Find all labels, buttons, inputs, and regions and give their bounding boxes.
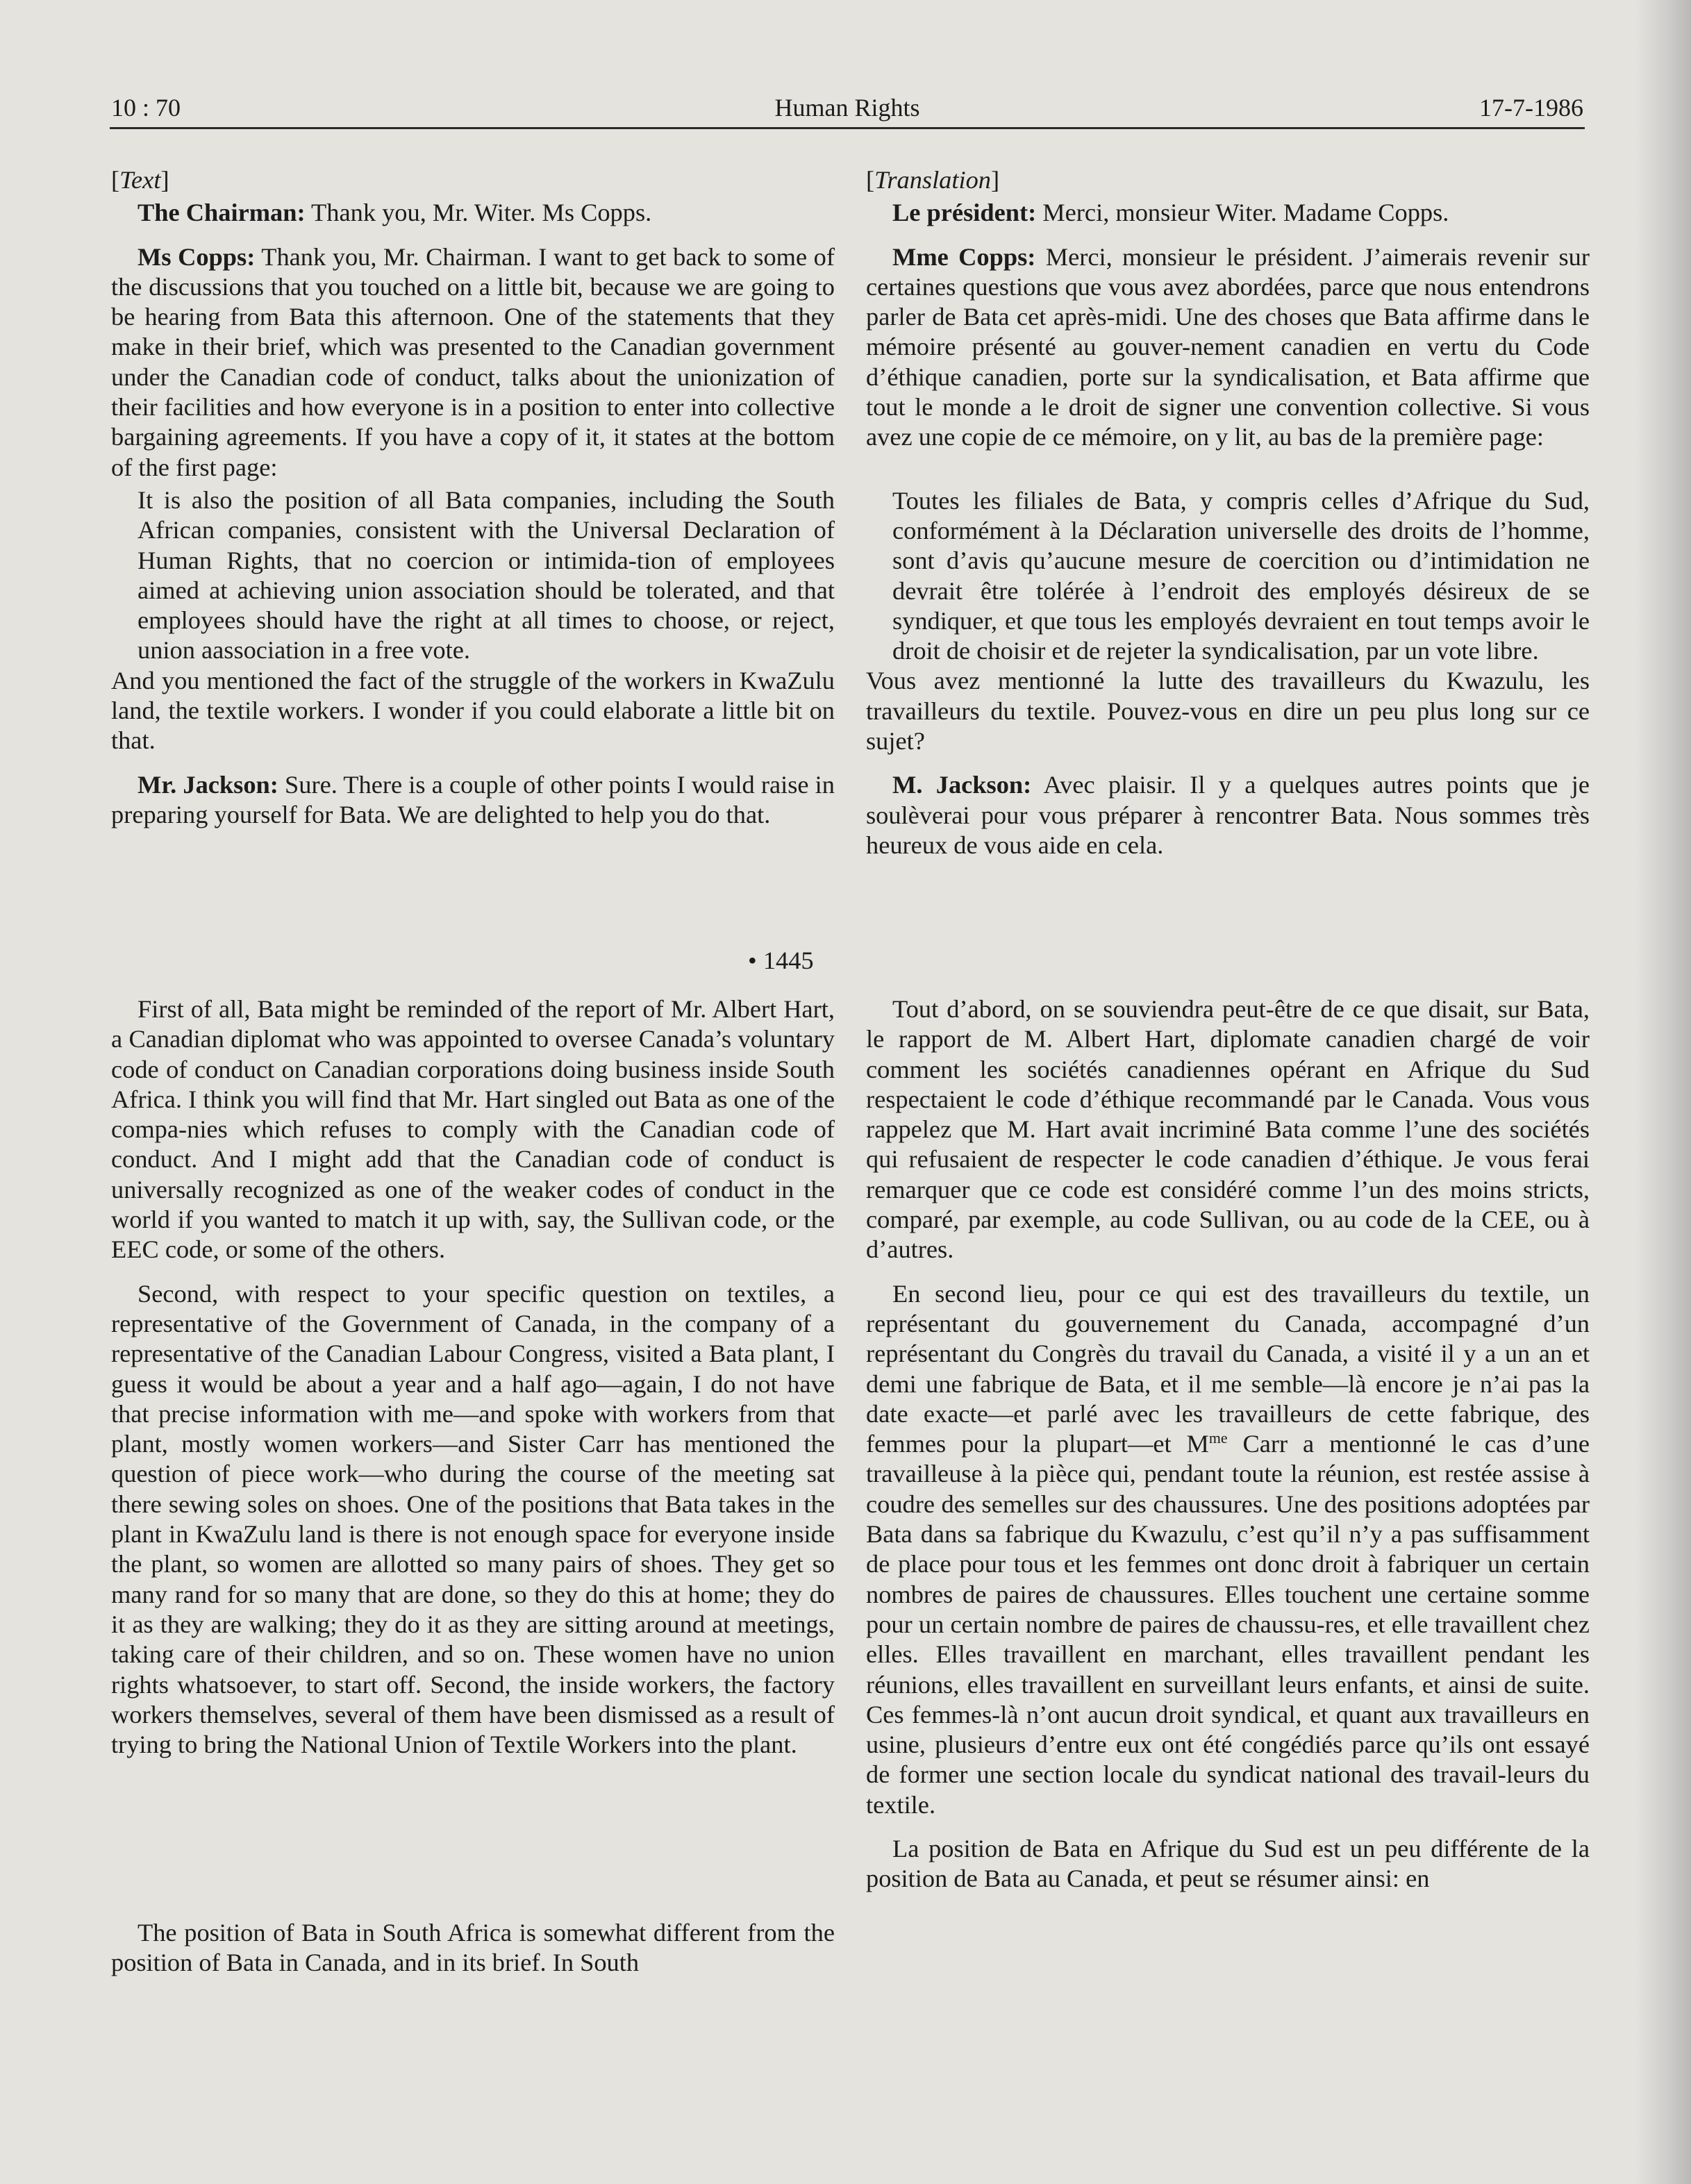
paragraph-text: En second lieu, pour ce qui est des travailleurs du textile, un représentant du gouvernement du Canada, accompagné d’un représentant du Congrès du travail du Canada, a visité il y a un an et demi une fabrique de Bata, et il me semble—là encore je n’ai pas la date exacte—et parlé avec les travailleurs de cette fabrique, des femmes pour la plupart—et M: [866, 1279, 1590, 1458]
paragraph: Second, with respect to your specific question on textiles, a representative of the Government of Canada, in the company of a representative of the Canadian Labour Congress, visited a Bata plant, I guess it would be about a year and a half ago—again, I do not have that precise information with me—and spoke with workers from that plant, mostly women workers—and Sister Carr has mentioned the question of piece work—who during the course of the meeting sat there sewing soles on shoes. One of the positions that Bata takes in the plant in KwaZulu land is there is not enough space for everyone inside the plant, so women are allotted so many pairs of shoes. They get so many rand for so many that are done, so they do this at home; they do it as they are walking; they do it as they are sitting around at meetings, taking care of their children, and so on. These women have no union rights whatsoever, to start off. Second, the inside workers, the factory workers themselves, several of them have been dismissed as a result of trying to bring the National Union of Textile Workers into the plant.: [111, 1279, 835, 1759]
speech-text: Merci, monsieur Witer. Madame Copps.: [1036, 199, 1449, 227]
superscript-abbrev: me: [1208, 1430, 1228, 1447]
speech-continuation: Vous avez mentionné la lutte des travailleurs du Kwazulu, les travailleurs du textile. Pouvez-vous en dire un peu plus long sur ce sujet?: [866, 667, 1590, 756]
header-rule: [110, 127, 1585, 129]
bracket-open: [: [866, 166, 875, 194]
section-label: [111, 165, 835, 195]
english-column-bottom: [111, 994, 835, 1760]
speaker-name: The Chairman:: [138, 199, 306, 227]
paragraph: Tout d’abord, on se souviendra peut-être de ce que disait, sur Bata, le rapport de M. Albert Hart, diplomate canadien chargé de voir comment les sociétés canadiennes opérant en Afrique du Sud respectaient le code d’éthique recommandé par le Canada. Vous vous rappelez que M. Hart avait incriminé Bata comme l’une des sociétés qui refusaient de respecter le code canadien d’éthique. Je vous ferai remarquer que ce code est considéré comme l’un des moins stricts, comparé, par exemple, au code Sullivan, ou au code de la CEE, ou à d’autres.: [866, 995, 1590, 1264]
header-date: 17-7-1986: [1479, 94, 1583, 122]
speech-chairman: [111, 198, 835, 228]
speech-copps: [866, 242, 1590, 453]
page-edge-shadow: [1635, 0, 1691, 2184]
speech-copps: [111, 242, 835, 483]
speech-text: Merci, monsieur le président. J’aimerais revenir sur certaines questions que vous avez abordées, parce que nous entendrons parler de Bata cet après-midi. Une des choses que Bata affirme dans le mémoire présenté au gouver-nement canadien en vertu du Code d’éthique canadien, porte sur la syndicalisation, et Bata affirme que tout le monde a le droit de signer une convention collective. Si vous avez une copie de ce mémoire, on y lit, au bas de la première page:: [866, 242, 1590, 451]
speech-text: Thank you, Mr. Chairman. I want to get back to some of the discussions that you touched on a little bit, because we are going to be hearing from Bata this afternoon. One of the statements that they make in their brief, which was presented to the Canadian government under the Canadian code of conduct, talks about the unionization of their facilities and how everyone is in a position to enter into collective bargaining agreements. If you have a copy of it, it states at the bottom of the first page:: [111, 242, 835, 481]
running-title: Human Rights: [774, 94, 920, 122]
paragraph: [866, 1279, 1590, 1820]
speaker-name: M. Jackson:: [892, 771, 1032, 799]
speech-jackson: [111, 770, 835, 831]
speech-text: Sure. There is a couple of other points I would raise in preparing yourself for Bata. We are delighted to help you do that.: [111, 770, 835, 828]
paragraph: La position de Bata en Afrique du Sud est un peu différente de la position de Bata au Canada, et peut se résumer ainsi: en: [866, 1835, 1590, 1893]
paragraph: The position of Bata in South Africa is somewhat different from the position of Bata in Canada, and in its brief. In South: [111, 1919, 835, 1977]
english-column-end: [111, 1918, 835, 1978]
speech-continuation: And you mentioned the fact of the struggle of the workers in KwaZulu land, the textile workers. I wonder if you could elaborate a little bit on that.: [111, 666, 835, 755]
label-text: Translation: [874, 166, 991, 194]
speaker-name: Mme Copps:: [892, 242, 1036, 271]
bracket-close: ]: [160, 166, 169, 194]
english-column-top: [111, 165, 835, 830]
speaker-name: Ms Copps:: [138, 242, 256, 271]
speech-text: Avec plaisir. Il y a quelques autres points que je soulèverai pour vous préparer à rencontrer Bata. Nous sommes très heureux de vous aide en cela.: [866, 771, 1590, 859]
quoted-brief: It is also the position of all Bata companies, including the South African companies, consistent with the Universal Declaration of Human Rights, that no coercion or intimida-tion of employees aimed at achieving union association should be tolerated, and that employees should have the right at all times to choose, or reject, union aassociation in a free vote.: [138, 485, 835, 665]
speaker-name: Le président:: [892, 199, 1037, 227]
section-label: [866, 165, 1590, 195]
paragraph: First of all, Bata might be reminded of the report of Mr. Albert Hart, a Canadian diplomat who was appointed to oversee Canada’s voluntary code of conduct on Canadian corporations doing business inside South Africa. I think you will find that Mr. Hart singled out Bata as one of the compa-nies which refuses to comply with the Canadian code of conduct. And I might add that the Canadian code of conduct is universally recognized as one of the weaker codes of conduct in the world if you wanted to match it up with, say, the Sullivan code, or the EEC code, or some of the others.: [111, 995, 835, 1264]
speech-president: [866, 198, 1590, 228]
page-header: [111, 87, 1583, 129]
speech-jackson: [866, 770, 1590, 860]
bracket-close: ]: [991, 166, 1000, 194]
label-text: Text: [119, 166, 161, 194]
speech-text: Thank you, Mr. Witer. Ms Copps.: [305, 199, 652, 227]
time-marker: • 1445: [748, 947, 814, 974]
bracket-open: [: [111, 166, 120, 194]
page-number: 10 : 70: [111, 94, 181, 122]
quoted-brief: Toutes les filiales de Bata, y compris celles d’Afrique du Sud, conformément à la Déclaration universelle des droits de l’homme, sont d’avis qu’aucune mesure de coercition ou d’intimidation ne devrait être tolérée à l’endroit des employés désireux de se syndiquer, et que tous les employés devraient en tout temps avoir le droit de choisir et de rejeter la syndicalisation, par un vote libre.: [892, 486, 1590, 665]
french-column-bottom: [866, 994, 1590, 1894]
paragraph-text: Carr a mentionné le cas d’une travailleuse à la pièce qui, pendant toute la réunion, est restée assise à coudre des semelles sur des chaussures. Une des positions adoptées par Bata dans sa fabrique du Kwazulu, c’est qu’il n’y a pas suffisamment de place pour tous et les femmes ont donc droit à fabriquer un certain nombres de paires de chaussures. Elles touchent une certaine somme pour un certain nombre de paires de chaussu-res, et elle travaillent chez elles. Elles travaillent en marchant, elles travaillent pendant les réunions, elles travaillent en surveillant leurs enfants, et ainsi de suite. Ces femmes-là n’ont aucun droit syndical, et quant aux travailleurs en usine, plusieurs d’entre eux ont été congédiés parce qu’ils ont essayé de former une section locale du syndicat national des travail-leurs du textile.: [866, 1430, 1590, 1819]
speaker-name: Mr. Jackson:: [138, 770, 278, 799]
french-column-top: [866, 165, 1590, 860]
